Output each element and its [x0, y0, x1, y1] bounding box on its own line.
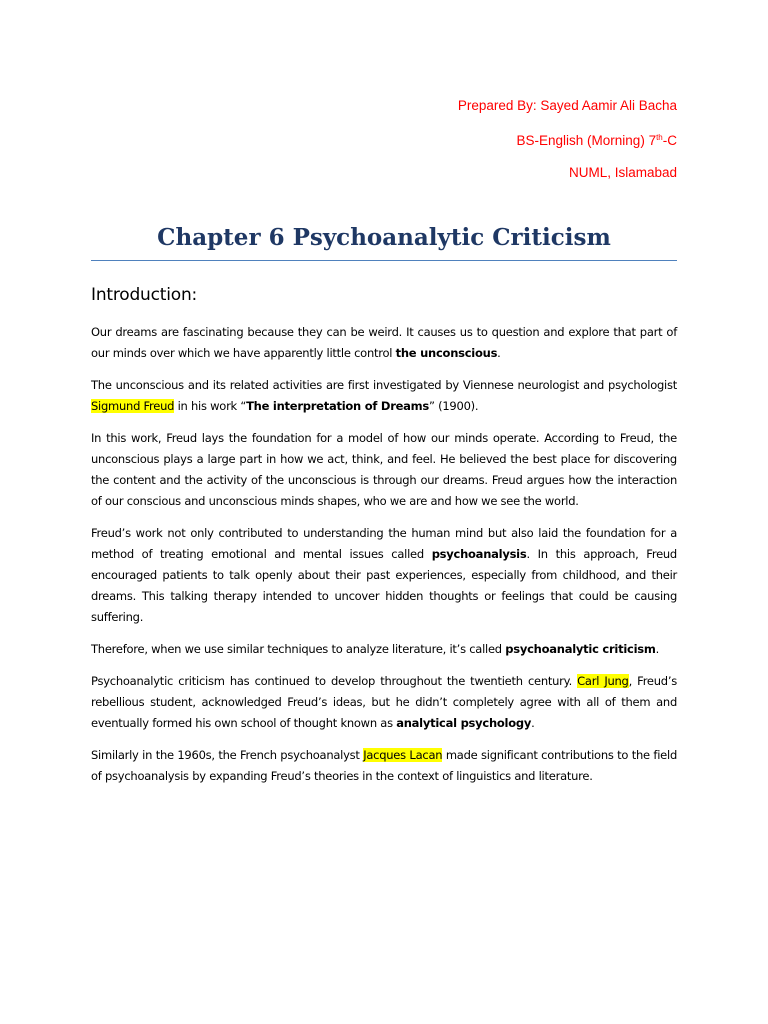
- paragraph-5: [91, 639, 677, 660]
- prepared-by-line: Prepared By: Sayed Aamir Ali Bacha: [457, 98, 677, 113]
- bold-term: analytical psychology: [396, 716, 532, 730]
- paragraph-text: , Freud’s rebellious student, acknowledged Freud’s ideas, but he didn’t completely agree with all of them and eventually formed his own school of thought known as: [91, 674, 677, 730]
- paragraph-text: . In this approach, Freud encouraged patients to talk openly about their past experiences, especially from childhood, and their dreams. This talking therapy intended to uncover hidden thoughts or feelings that could be causing suffering.: [91, 547, 677, 624]
- highlighted-name: Jacques Lacan: [363, 748, 443, 762]
- body-text: [91, 322, 677, 798]
- paragraph-7: [91, 745, 677, 787]
- paragraph-1: [91, 322, 677, 364]
- chapter-title: Chapter 6 Psychoanalytic Criticism: [157, 224, 611, 251]
- program-line: [458, 122, 677, 157]
- paragraph-text: In this work, Freud lays the foundation for a model of how our minds operate. According to Freud, the unconscious plays a large part in how we act, think, and feel. He believed the best place for discovering the content and the activity of the unconscious is through our dreams. Freud argues how the interaction of our conscious and unconscious minds shapes, who we are and how we see the world.: [91, 431, 677, 508]
- paragraph-3: [91, 428, 677, 512]
- bold-term: psychoanalysis: [431, 547, 527, 561]
- paragraph-text: .: [497, 346, 501, 360]
- title-underline-divider: [91, 260, 677, 261]
- paragraph-text: ” (1900).: [429, 399, 479, 413]
- paragraph-text: The unconscious and its related activities are first investigated by Viennese neurologist and psychologist: [91, 378, 677, 392]
- program-superscript: th: [656, 133, 663, 142]
- institution-line: NUML, Islamabad: [568, 165, 677, 180]
- paragraph-text: Freud’s work not only contributed to understanding the human mind but also laid the foundation for a method of treating emotional and mental issues called: [91, 526, 677, 561]
- bold-term: the unconscious: [395, 346, 498, 360]
- paragraph-text: Our dreams are fascinating because they can be weird. It causes us to question and explore that part of our minds over which we have apparently little control: [91, 325, 677, 360]
- paragraph-6: [91, 671, 677, 734]
- paragraph-4: [91, 523, 677, 628]
- paragraph-text: made significant contributions to the field of psychoanalysis by expanding Freud’s theories in the context of linguistics and literature.: [91, 748, 677, 783]
- program-section: -C: [662, 133, 677, 148]
- highlighted-name: Sigmund Freud: [91, 399, 175, 413]
- paragraph-text: Therefore, when we use similar techniques to analyze literature, it’s called: [91, 642, 506, 656]
- bold-term: psychoanalytic criticism: [505, 642, 656, 656]
- paragraph-2: [91, 375, 677, 417]
- paragraph-text: Similarly in the 1960s, the French psychoanalyst: [91, 748, 364, 762]
- section-heading: Introduction:: [91, 285, 198, 305]
- program-text: BS-English (Morning) 7: [516, 133, 657, 148]
- paragraph-text: Psychoanalytic criticism has continued to develop throughout the twentieth century.: [91, 674, 578, 688]
- paragraph-text: in his work “: [174, 399, 247, 413]
- paragraph-text: .: [531, 716, 535, 730]
- highlighted-name: Carl Jung: [577, 674, 629, 688]
- bold-term: The interpretation of Dreams: [246, 399, 430, 413]
- paragraph-text: .: [655, 642, 660, 656]
- author-info-block: [458, 90, 677, 189]
